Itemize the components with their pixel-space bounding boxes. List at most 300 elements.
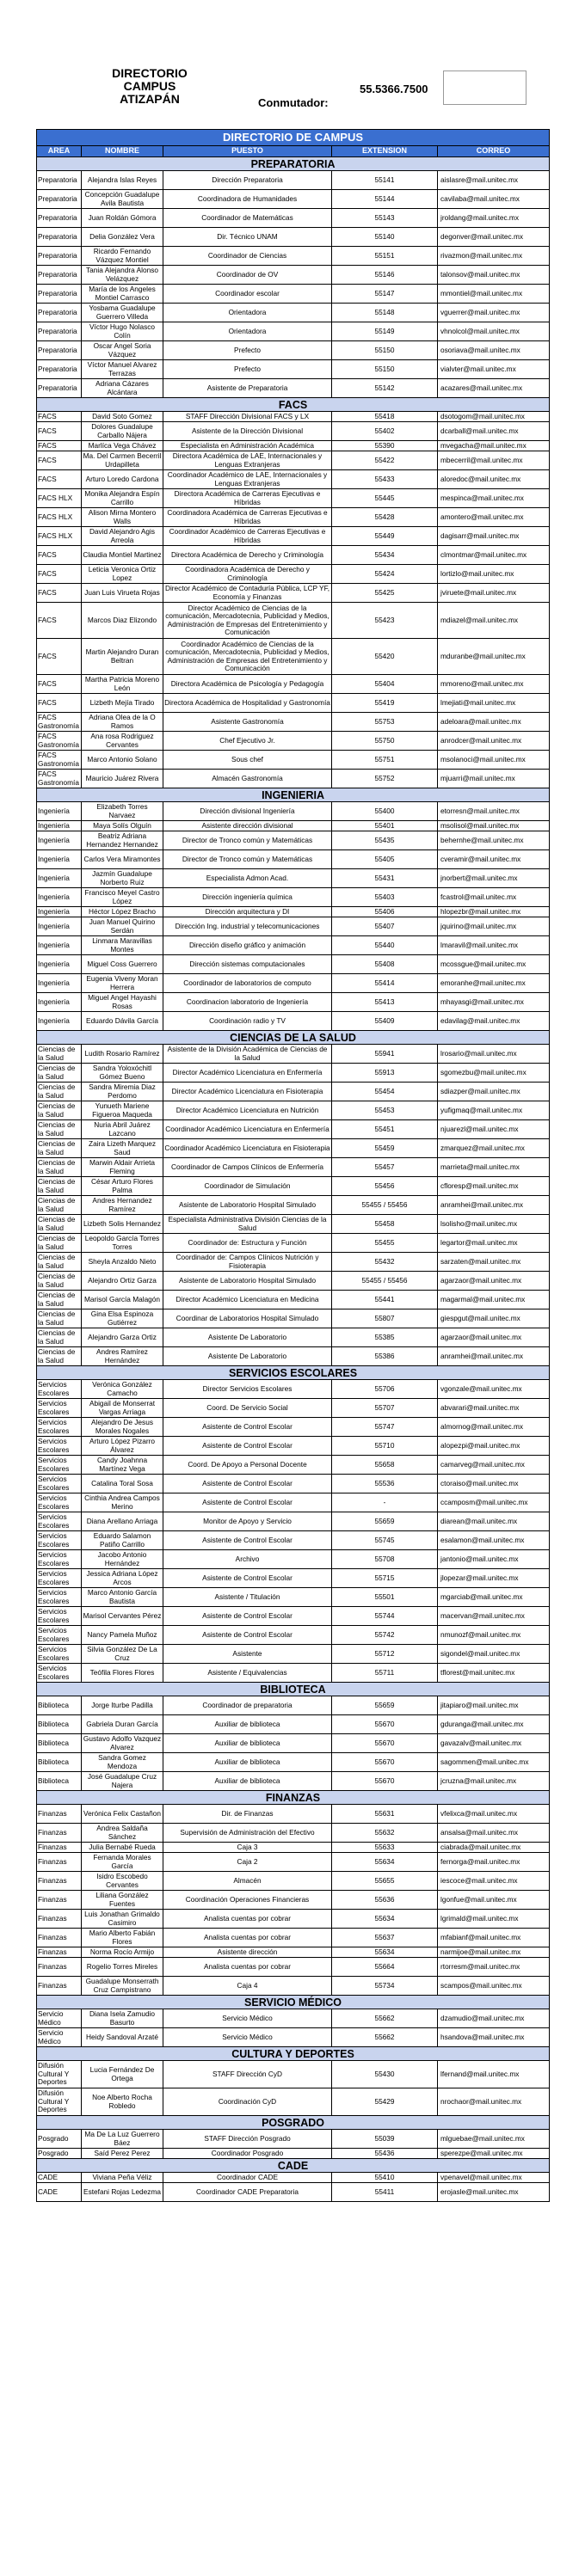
contact-row <box>37 1512 550 1531</box>
cell-area: Servicios Escolares <box>37 1493 82 1512</box>
cell-correo: osoriava@mail.unitec.mx <box>438 341 550 360</box>
cell-puesto: Prefecto <box>163 360 332 379</box>
contact-row <box>37 1196 550 1215</box>
cell-puesto: Analista cuentas por cobrar <box>163 1910 332 1929</box>
cell-area: Servicios Escolares <box>37 1550 82 1569</box>
cell-nombre: Víctor Hugo Nolasco Colín <box>82 322 163 341</box>
cell-puesto: STAFF Dirección Posgrado <box>163 2130 332 2149</box>
cell-extension: 55706 <box>332 1380 438 1399</box>
cell-correo: jquirino@mail.unitec.mx <box>438 917 550 936</box>
contact-row <box>37 546 550 565</box>
cell-area: FACS Gastronomía <box>37 713 82 732</box>
cell-extension: 55422 <box>332 451 438 470</box>
cell-nombre: Héctor López Bracho <box>82 907 163 917</box>
cell-nombre: Gustavo Adolfo Vazquez Alvarez <box>82 1734 163 1753</box>
section-title: FACS <box>37 398 550 412</box>
cell-extension: 55662 <box>332 2009 438 2028</box>
cell-nombre: Mauricio Juárez Rivera <box>82 770 163 788</box>
cell-area: Ciencias de la Salud <box>37 1328 82 1347</box>
cell-extension: 55149 <box>332 322 438 341</box>
section-header <box>37 788 550 802</box>
cell-area: FACS <box>37 546 82 565</box>
cell-extension: 55147 <box>332 285 438 304</box>
cell-correo: vhnolcol@mail.unitec.mx <box>438 322 550 341</box>
cell-correo: jnorbert@mail.unitec.mx <box>438 869 550 888</box>
cell-extension: 55751 <box>332 751 438 770</box>
contact-row <box>37 2028 550 2047</box>
cell-correo: gavazalv@mail.unitec.mx <box>438 1734 550 1753</box>
cell-correo: mespinca@mail.unitec.mx <box>438 489 550 508</box>
cell-correo: behernhe@mail.unitec.mx <box>438 831 550 850</box>
section-header <box>37 1996 550 2009</box>
cell-puesto: Coordinador de OV <box>163 266 332 285</box>
cell-area: Servicios Escolares <box>37 1456 82 1475</box>
cell-extension: 55150 <box>332 360 438 379</box>
cell-area: Servicio Médico <box>37 2009 82 2028</box>
cell-extension: 55403 <box>332 888 438 907</box>
contact-row <box>37 2130 550 2149</box>
cell-nombre: Beatriz Adriana Hernandez Hernandez <box>82 831 163 850</box>
cell-correo: camarveg@mail.unitec.mx <box>438 1456 550 1475</box>
cell-nombre: Claudia Montiel Martinez <box>82 546 163 565</box>
cell-area: Biblioteca <box>37 1753 82 1772</box>
cell-puesto: Asistente de Control Escolar <box>163 1493 332 1512</box>
cell-puesto: Prefecto <box>163 341 332 360</box>
cell-nombre: Eduardo Dávila García <box>82 1012 163 1031</box>
section-header <box>37 2047 550 2061</box>
cell-extension: 55140 <box>332 228 438 247</box>
cell-area: Servicios Escolares <box>37 1569 82 1588</box>
cell-nombre: Leticia Veronica Ortiz Lopez <box>82 565 163 584</box>
cell-nombre: Juan Luis Virueta Rojas <box>82 584 163 603</box>
cell-puesto: Coordinación CyD <box>163 2088 332 2116</box>
cell-nombre: Sandra Miremia Diaz Perdomo <box>82 1083 163 1101</box>
cell-puesto: Coordinador de Campos Clínicos de Enfermería <box>163 1158 332 1177</box>
cell-nombre: Adriana Olea de la O Ramos <box>82 713 163 732</box>
cell-nombre: Tania Alejandra Alonso Velázquez <box>82 266 163 285</box>
cell-nombre: Viviana Peña Véliz <box>82 2173 163 2183</box>
cell-puesto: Director Académico de Contaduría Pública, LCP YF, Economía y Finanzas <box>163 584 332 603</box>
cell-nombre: Alejandro Ortiz Garza <box>82 1272 163 1291</box>
cell-extension: 55501 <box>332 1588 438 1607</box>
cell-area: Ingeniería <box>37 821 82 831</box>
cell-extension: 55430 <box>332 2061 438 2088</box>
cell-nombre: Juan Manuel Quirino Serdán <box>82 917 163 936</box>
cell-puesto: Archivo <box>163 1550 332 1569</box>
cell-correo: alopezpi@mail.unitec.mx <box>438 1437 550 1456</box>
cell-extension: 55634 <box>332 1853 438 1872</box>
cell-area: Difusión Cultural Y Deportes <box>37 2061 82 2088</box>
contact-row <box>37 639 550 675</box>
cell-area: FACS Gastronomía <box>37 770 82 788</box>
contact-row <box>37 1550 550 1569</box>
cell-extension: 55404 <box>332 675 438 694</box>
cell-puesto: Director Académico Licenciatura en Nutrición <box>163 1101 332 1120</box>
cell-correo: lfernand@mail.unitec.mx <box>438 2061 550 2088</box>
cell-puesto: Almacén <box>163 1872 332 1891</box>
cell-puesto: Coordinador de: Estructura y Función <box>163 1234 332 1253</box>
contact-row <box>37 1891 550 1910</box>
cell-extension: 55453 <box>332 1101 438 1120</box>
cell-extension: 55414 <box>332 974 438 993</box>
directory-title: DIRECTORIO DE CAMPUS <box>37 130 550 146</box>
cell-correo: emoranhe@mail.unitec.mx <box>438 974 550 993</box>
cell-puesto: Coordinadora Académica de Derecho y Criminología <box>163 565 332 584</box>
cell-area: Finanzas <box>37 1947 82 1958</box>
cell-nombre: Ma De La Luz Guerrero Báez <box>82 2130 163 2149</box>
cell-area: Preparatoria <box>37 360 82 379</box>
contact-row <box>37 770 550 788</box>
cell-extension: 55432 <box>332 1253 438 1272</box>
cell-nombre: Marcos Diaz Elizondo <box>82 603 163 639</box>
cell-nombre: César Arturo Flores Palma <box>82 1177 163 1196</box>
cell-puesto: Asistente de Control Escolar <box>163 1569 332 1588</box>
cell-nombre: Miguel Angel Hayashi Rosas <box>82 993 163 1012</box>
cell-correo: esalamon@mail.unitec.mx <box>438 1531 550 1550</box>
cell-extension: 55419 <box>332 694 438 713</box>
cell-area: Biblioteca <box>37 1696 82 1715</box>
cell-correo: marrieta@mail.unitec.mx <box>438 1158 550 1177</box>
cell-nombre: David Alejandro Agis Arreola <box>82 527 163 546</box>
cell-nombre: Luis Jonathan Grimaldo Casimiro <box>82 1910 163 1929</box>
cell-area: Finanzas <box>37 1824 82 1843</box>
cell-extension: 55455 / 55456 <box>332 1196 438 1215</box>
cell-extension: 55151 <box>332 247 438 266</box>
cell-correo: mmontiel@mail.unitec.mx <box>438 285 550 304</box>
cell-extension: 55941 <box>332 1045 438 1064</box>
cell-correo: jitapiaro@mail.unitec.mx <box>438 1696 550 1715</box>
cell-nombre: Linmara Maravillas Montes <box>82 936 163 955</box>
cell-nombre: Eduardo Salamon Patiño Carrillo <box>82 1531 163 1550</box>
cell-correo: lmaravil@mail.unitec.mx <box>438 936 550 955</box>
cell-area: Posgrado <box>37 2130 82 2149</box>
cell-correo: talonsov@mail.unitec.mx <box>438 266 550 285</box>
contact-row <box>37 2009 550 2028</box>
cell-nombre: Isidro Escobedo Cervantes <box>82 1872 163 1891</box>
cell-correo: jantonio@mail.unitec.mx <box>438 1550 550 1569</box>
cell-correo: lrosario@mail.unitec.mx <box>438 1045 550 1064</box>
cell-area: Ciencias de la Salud <box>37 1215 82 1234</box>
contact-row <box>37 1734 550 1753</box>
cell-correo: lsolisho@mail.unitec.mx <box>438 1215 550 1234</box>
contact-row <box>37 1715 550 1734</box>
cell-extension: 55408 <box>332 955 438 974</box>
contact-row <box>37 1664 550 1683</box>
cell-extension: 55632 <box>332 1824 438 1843</box>
cell-extension: 55750 <box>332 732 438 751</box>
cell-correo: zmarquez@mail.unitec.mx <box>438 1139 550 1158</box>
cell-extension: 55744 <box>332 1607 438 1626</box>
cell-correo: dcarball@mail.unitec.mx <box>438 422 550 441</box>
cell-extension: 55659 <box>332 1512 438 1531</box>
cell-area: Servicios Escolares <box>37 1588 82 1607</box>
cell-area: Ciencias de la Salud <box>37 1101 82 1120</box>
cell-puesto: Asistente / Titulación <box>163 1588 332 1607</box>
cell-correo: mjuarri@mail.unitec.mx <box>438 770 550 788</box>
cell-extension: 55449 <box>332 527 438 546</box>
cell-nombre: Guadalupe Monserrath Cruz Campistrano <box>82 1977 163 1996</box>
contact-row <box>37 1418 550 1437</box>
logo-placeholder <box>443 71 526 105</box>
cell-correo: scampos@mail.unitec.mx <box>438 1977 550 1996</box>
cell-correo: lgonfue@mail.unitec.mx <box>438 1891 550 1910</box>
cell-extension: 55440 <box>332 936 438 955</box>
cell-nombre: Leopoldo García Torres Torres <box>82 1234 163 1253</box>
cell-nombre: María de los Angeles Montiel Carrasco <box>82 285 163 304</box>
cell-area: Ciencias de la Salud <box>37 1045 82 1064</box>
cell-extension: 55441 <box>332 1291 438 1309</box>
cell-extension: 55711 <box>332 1664 438 1683</box>
contact-row <box>37 1399 550 1418</box>
cell-correo: amontero@mail.unitec.mx <box>438 508 550 527</box>
contact-row <box>37 584 550 603</box>
contact-row <box>37 1824 550 1843</box>
cell-correo: anramhei@mail.unitec.mx <box>438 1196 550 1215</box>
cell-nombre: Nuria Abril Juárez Lazcano <box>82 1120 163 1139</box>
cell-area: FACS Gastronomía <box>37 751 82 770</box>
campus-title-line: ATIZAPÁN <box>120 92 180 106</box>
contact-row <box>37 1588 550 1607</box>
contact-row <box>37 228 550 247</box>
cell-area: Servicios Escolares <box>37 1607 82 1626</box>
cell-correo: magarmal@mail.unitec.mx <box>438 1291 550 1309</box>
cell-area: FACS <box>37 422 82 441</box>
cell-correo: ccamposm@mail.unitec.mx <box>438 1493 550 1512</box>
cell-nombre: Ma. Del Carmen Becerril Urdapilleta <box>82 451 163 470</box>
cell-extension: 55418 <box>332 412 438 422</box>
section-title: FINANZAS <box>37 1791 550 1805</box>
cell-extension: 55742 <box>332 1626 438 1645</box>
cell-correo: macervan@mail.unitec.mx <box>438 1607 550 1626</box>
cell-area: Ingeniería <box>37 869 82 888</box>
cell-puesto: Especialista Admon Acad. <box>163 869 332 888</box>
cell-area: Preparatoria <box>37 171 82 190</box>
cell-correo: msolisol@mail.unitec.mx <box>438 821 550 831</box>
cell-area: Ciencias de la Salud <box>37 1158 82 1177</box>
cell-correo: mdiazel@mail.unitec.mx <box>438 603 550 639</box>
campus-title-line: CAMPUS <box>123 79 176 93</box>
cell-area: Ciencias de la Salud <box>37 1139 82 1158</box>
cell-nombre: Silvia González De La Cruz <box>82 1645 163 1664</box>
cell-extension: 55637 <box>332 1929 438 1947</box>
cell-correo: mbecerril@mail.unitec.mx <box>438 451 550 470</box>
cell-nombre: Sandra Yoloxóchitl Gómez Bueno <box>82 1064 163 1083</box>
cell-puesto: Asistente de Laboratorio Hospital Simulado <box>163 1272 332 1291</box>
cell-puesto: Caja 2 <box>163 1853 332 1872</box>
cell-correo: jcruzna@mail.unitec.mx <box>438 1772 550 1791</box>
cell-nombre: Diana Isela Zamudio Basurto <box>82 2009 163 2028</box>
cell-puesto: Asistente de Control Escolar <box>163 1531 332 1550</box>
contact-row <box>37 379 550 398</box>
cell-correo: abvarari@mail.unitec.mx <box>438 1399 550 1418</box>
section-header <box>37 398 550 412</box>
cell-puesto: Asistente de Control Escolar <box>163 1626 332 1645</box>
section-header <box>37 1791 550 1805</box>
cell-extension: 55455 / 55456 <box>332 1272 438 1291</box>
contact-row <box>37 1272 550 1291</box>
cell-area: Servicios Escolares <box>37 1645 82 1664</box>
cell-nombre: Marisol Cervantes Pérez <box>82 1607 163 1626</box>
cell-correo: anrodcer@mail.unitec.mx <box>438 732 550 751</box>
cell-extension: 55142 <box>332 379 438 398</box>
contact-row <box>37 1607 550 1626</box>
contact-row <box>37 1139 550 1158</box>
cell-nombre: Juan Roldán Gómora <box>82 209 163 228</box>
cell-area: Ciencias de la Salud <box>37 1309 82 1328</box>
contact-row <box>37 322 550 341</box>
cell-extension: 55664 <box>332 1958 438 1977</box>
cell-extension: 55435 <box>332 831 438 850</box>
cell-puesto: Asistente De Laboratorio <box>163 1328 332 1347</box>
cell-nombre: Gina Elsa Espinoza Gutiérrez <box>82 1309 163 1328</box>
cell-nombre: Yunueth Mariene Figueroa Maqueda <box>82 1101 163 1120</box>
cell-puesto: Coordinacion laboratorio de Ingeniería <box>163 993 332 1012</box>
cell-puesto: Asistente Gastronomía <box>163 713 332 732</box>
cell-puesto: Sous chef <box>163 751 332 770</box>
cell-correo: adeloara@mail.unitec.mx <box>438 713 550 732</box>
cell-extension: 55636 <box>332 1891 438 1910</box>
contact-row <box>37 869 550 888</box>
cell-nombre: Jacobo Antonio Hernández <box>82 1550 163 1569</box>
cell-extension: 55712 <box>332 1645 438 1664</box>
cell-correo: nrochaor@mail.unitec.mx <box>438 2088 550 2116</box>
cell-extension: 55150 <box>332 341 438 360</box>
cell-extension: 55752 <box>332 770 438 788</box>
cell-nombre: Dolores Guadalupe Carballo Nájera <box>82 422 163 441</box>
cell-area: Ingeniería <box>37 993 82 1012</box>
cell-area: Preparatoria <box>37 228 82 247</box>
cell-area: Difusión Cultural Y Deportes <box>37 2088 82 2116</box>
cell-nombre: Estefani Rojas Ledezma <box>82 2183 163 2202</box>
cell-area: Ingeniería <box>37 955 82 974</box>
cell-puesto: Auxiliar de biblioteca <box>163 1715 332 1734</box>
cell-area: CADE <box>37 2173 82 2183</box>
cell-correo: dsotogom@mail.unitec.mx <box>438 412 550 422</box>
contact-row <box>37 2149 550 2159</box>
contact-row <box>37 831 550 850</box>
contact-row <box>37 285 550 304</box>
contact-row <box>37 1177 550 1196</box>
cell-correo: edavilag@mail.unitec.mx <box>438 1012 550 1031</box>
cell-correo: ansalsa@mail.unitec.mx <box>438 1824 550 1843</box>
contact-row <box>37 247 550 266</box>
contact-row <box>37 1234 550 1253</box>
cell-correo: lortizlo@mail.unitec.mx <box>438 565 550 584</box>
cell-puesto: Chef Ejecutivo Jr. <box>163 732 332 751</box>
cell-extension: 55708 <box>332 1550 438 1569</box>
cell-puesto: Directora Académica de LAE, Internacionales y Lenguas Extranjeras <box>163 451 332 470</box>
cell-correo: etorresn@mail.unitec.mx <box>438 802 550 821</box>
cell-area: Finanzas <box>37 1977 82 1996</box>
cell-nombre: Andrea Saldaña Sánchez <box>82 1824 163 1843</box>
cell-nombre: Heidy Sandoval Arzaté <box>82 2028 163 2047</box>
column-header-correo: CORREO <box>438 146 550 157</box>
contact-row <box>37 360 550 379</box>
contact-row <box>37 603 550 639</box>
cell-puesto: Coordinador CADE <box>163 2173 332 2183</box>
cell-puesto: Dirección Preparatoria <box>163 171 332 190</box>
contact-row <box>37 1531 550 1550</box>
cell-area: Ingeniería <box>37 936 82 955</box>
cell-extension: 55670 <box>332 1772 438 1791</box>
cell-puesto: Coordinador Posgrado <box>163 2149 332 2159</box>
cell-correo: msolanoci@mail.unitec.mx <box>438 751 550 770</box>
cell-puesto: Directora Académica de Hospitalidad y Gastronomía <box>163 694 332 713</box>
cell-correo: mcossgue@mail.unitec.mx <box>438 955 550 974</box>
cell-puesto: Caja 3 <box>163 1843 332 1853</box>
contact-row <box>37 955 550 974</box>
contact-row <box>37 1910 550 1929</box>
contact-row <box>37 470 550 489</box>
cell-extension: - <box>332 1493 438 1512</box>
section-header <box>37 2116 550 2130</box>
cell-nombre: Jessica Adriana López Arcos <box>82 1569 163 1588</box>
cell-correo: nmunozf@mail.unitec.mx <box>438 1626 550 1645</box>
cell-extension: 55407 <box>332 917 438 936</box>
cell-nombre: Andres Hernandez Ramírez <box>82 1196 163 1215</box>
contact-row <box>37 1843 550 1853</box>
cell-puesto: Coordinador de laboratorios de computo <box>163 974 332 993</box>
section-header <box>37 1366 550 1380</box>
contact-row <box>37 341 550 360</box>
cell-nombre: Alejandra Islas Reyes <box>82 171 163 190</box>
cell-correo: dagisarr@mail.unitec.mx <box>438 527 550 546</box>
cell-puesto: Orientadora <box>163 304 332 322</box>
column-header-extension: EXTENSION <box>332 146 438 157</box>
cell-puesto: Coordinación Operaciones Financieras <box>163 1891 332 1910</box>
contact-row <box>37 451 550 470</box>
cell-area: FACS <box>37 694 82 713</box>
cell-nombre: Gabriela Duran García <box>82 1715 163 1734</box>
contact-row <box>37 1493 550 1512</box>
cell-correo: sdiazper@mail.unitec.mx <box>438 1083 550 1101</box>
contact-row <box>37 1645 550 1664</box>
cell-area: Ciencias de la Salud <box>37 1253 82 1272</box>
cell-area: FACS <box>37 603 82 639</box>
contact-row <box>37 732 550 751</box>
cell-correo: mfabianf@mail.unitec.mx <box>438 1929 550 1947</box>
cell-extension: 55745 <box>332 1531 438 1550</box>
cell-nombre: Víctor Manuel Alvarez Terrazas <box>82 360 163 379</box>
cell-extension: 55039 <box>332 2130 438 2149</box>
cell-nombre: Marlíca Vega Chávez <box>82 441 163 451</box>
cell-area: Ciencias de la Salud <box>37 1083 82 1101</box>
cell-nombre: Concepción Guadalupe Avila Bautista <box>82 190 163 209</box>
cell-puesto: Supervisión de Administración del Efectivo <box>163 1824 332 1843</box>
contact-row <box>37 422 550 441</box>
contact-row <box>37 1872 550 1891</box>
cell-area: FACS <box>37 412 82 422</box>
cell-puesto: Dirección ingeniería química <box>163 888 332 907</box>
cell-extension: 55406 <box>332 907 438 917</box>
cell-puesto: Dirección Ing. industrial y telecomunicaciones <box>163 917 332 936</box>
cell-area: Preparatoria <box>37 322 82 341</box>
cell-correo: mlguebae@mail.unitec.mx <box>438 2130 550 2149</box>
cell-nombre: Julia Bernabé Rueda <box>82 1843 163 1853</box>
cell-extension: 55455 <box>332 1234 438 1253</box>
cell-nombre: Verónica González Camacho <box>82 1380 163 1399</box>
cell-extension: 55436 <box>332 2149 438 2159</box>
cell-extension: 55659 <box>332 1696 438 1715</box>
cell-puesto: Dir. Técnico UNAM <box>163 228 332 247</box>
contact-row <box>37 1437 550 1456</box>
cell-nombre: Noe Alberto Rocha Robledo <box>82 2088 163 2116</box>
cell-area: CADE <box>37 2183 82 2202</box>
section-header <box>37 1683 550 1696</box>
cell-nombre: Martha Patricia Moreno León <box>82 675 163 694</box>
cell-nombre: Lizbeth Mejía Tirado <box>82 694 163 713</box>
cell-extension: 55410 <box>332 2173 438 2183</box>
